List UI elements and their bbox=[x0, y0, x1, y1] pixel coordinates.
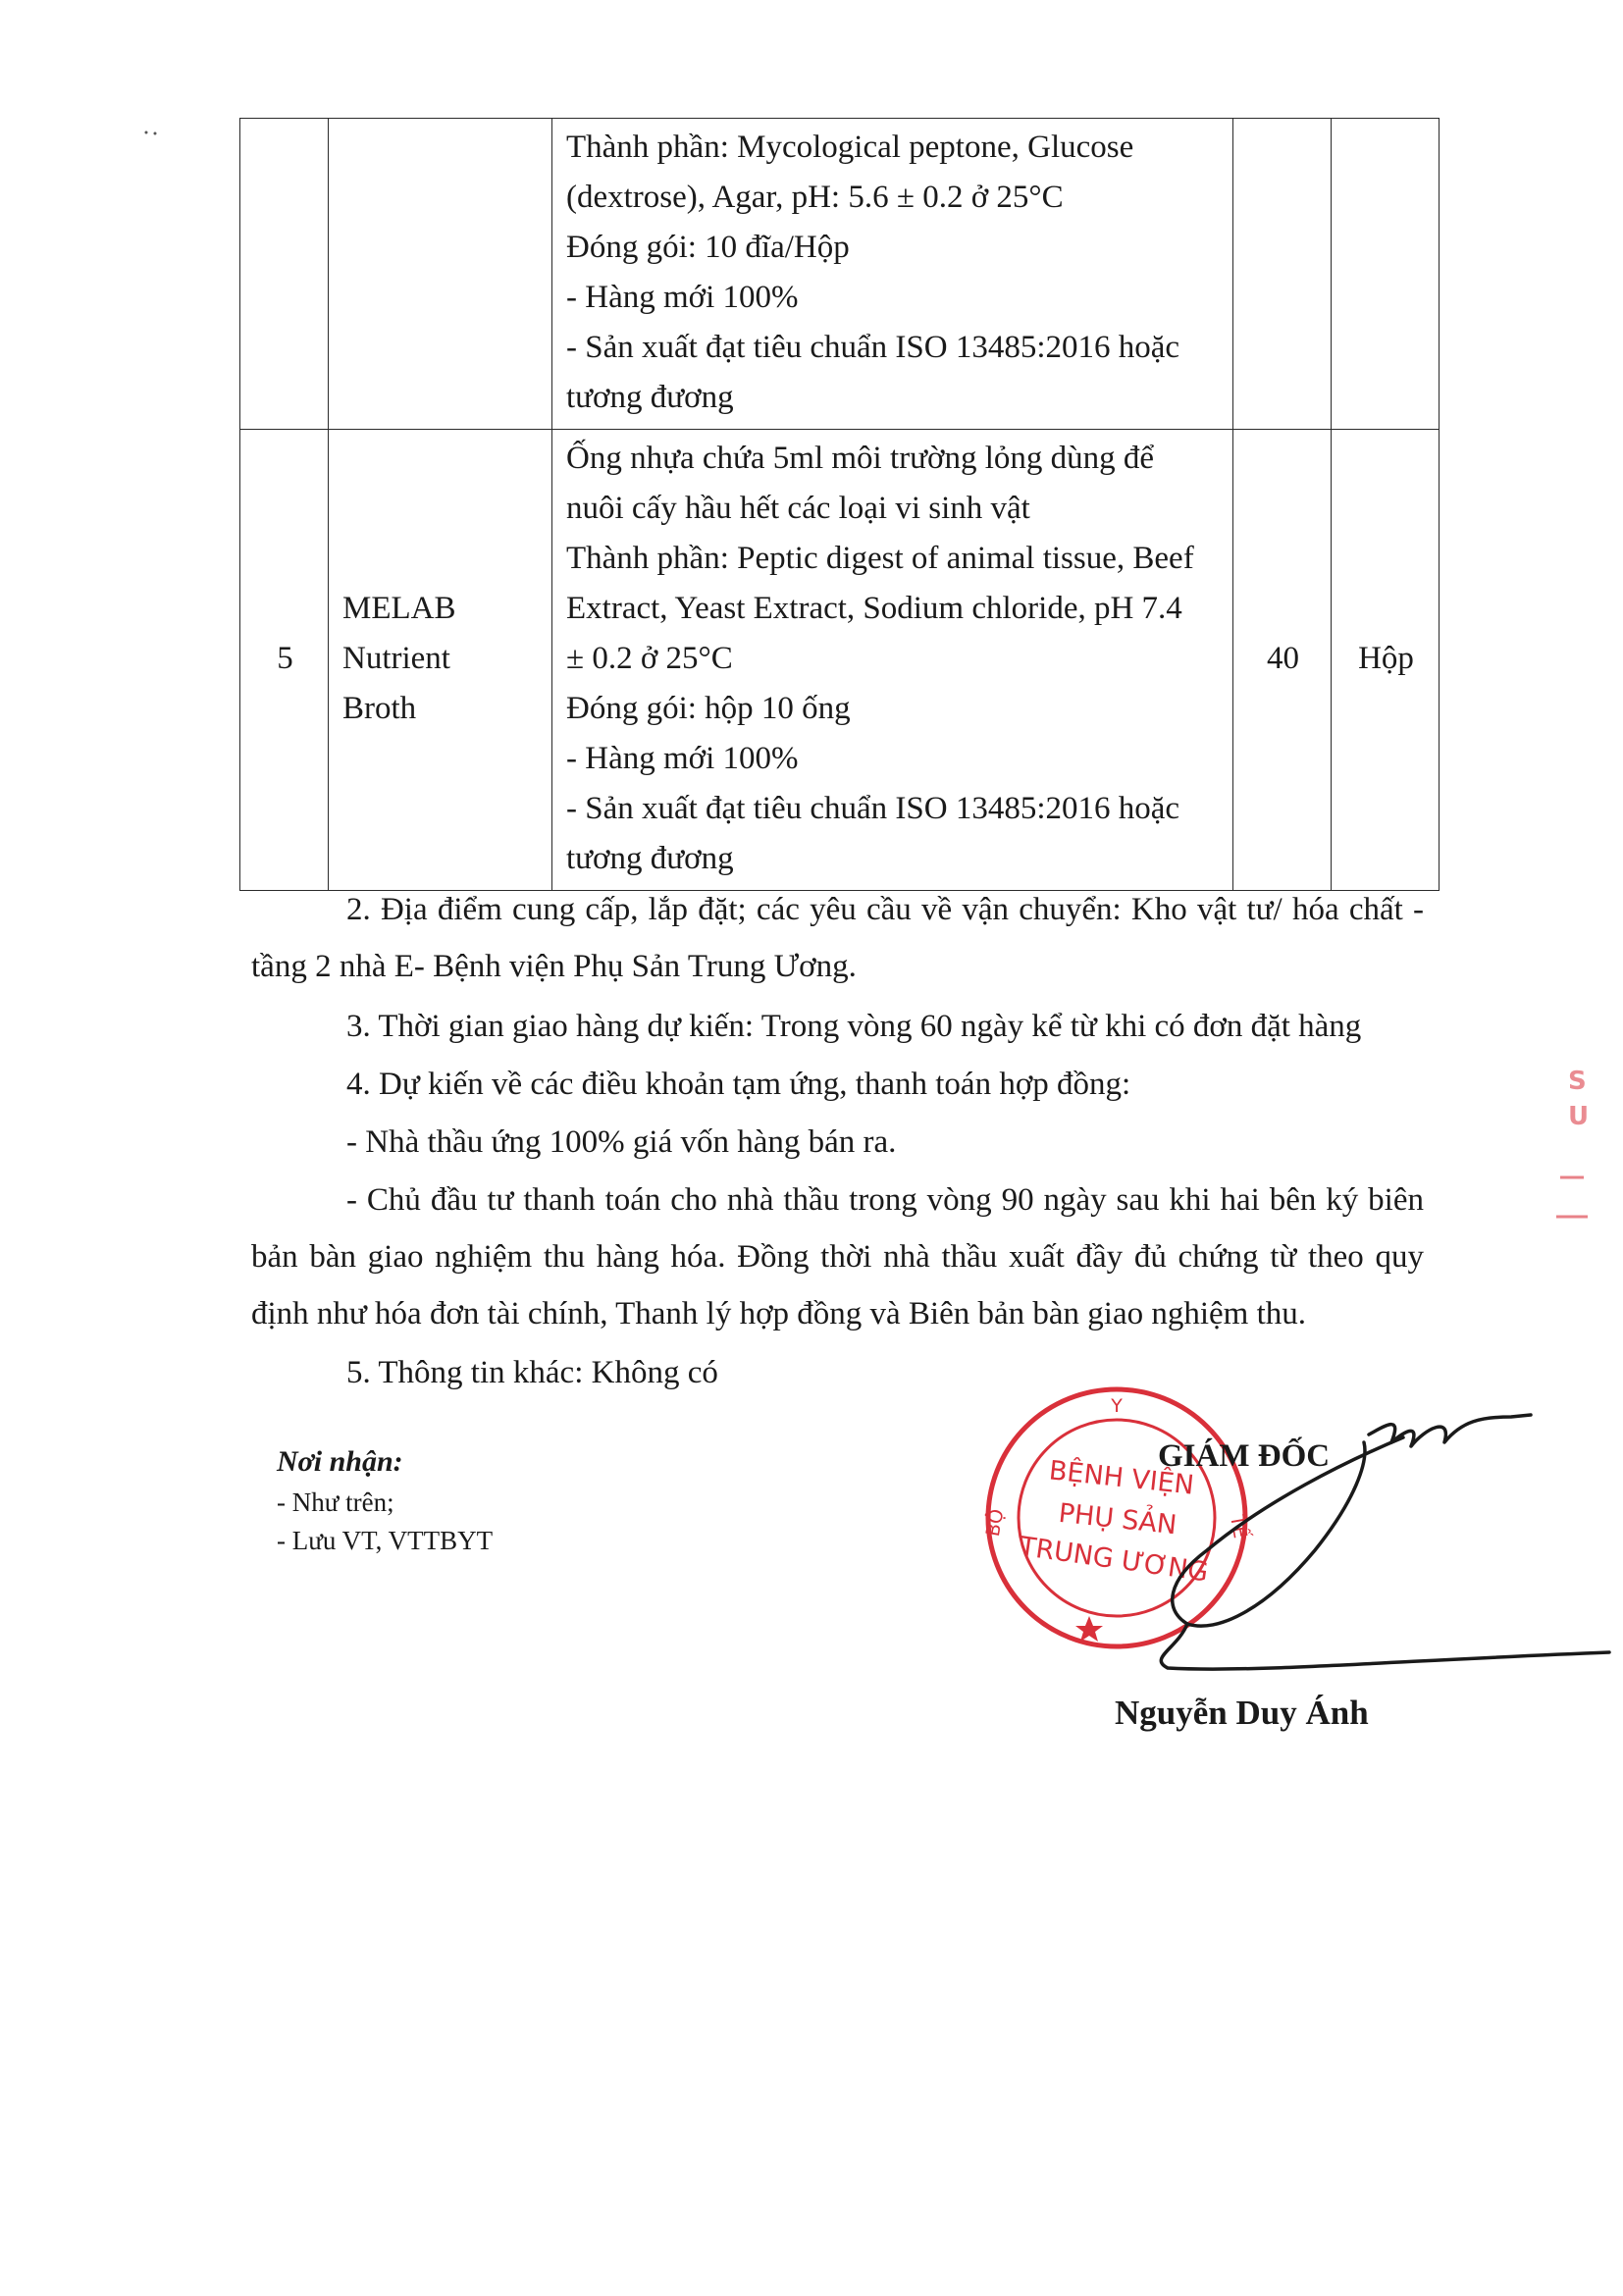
signer-title: GIÁM ĐỐC bbox=[1158, 1438, 1331, 1474]
margin-bleed-marks bbox=[1550, 883, 1599, 1236]
spec-table bbox=[239, 118, 1440, 891]
cell-quantity bbox=[1233, 119, 1332, 430]
desc-line: Đóng gói: 10 đĩa/Hộp bbox=[566, 230, 850, 265]
section-4b-payment: - Chủ đầu tư thanh toán cho nhà thầu trong vòng 90 ngày sau khi hai bên ký biên bản bàn giao nghiệm thu hàng hóa. Đồng thời nhà thầu xuất đầy đủ chứng từ theo quy định như hóa đơn tài chính, Thanh lý hợp đồng và Biên bản bàn giao nghiệm thu. bbox=[251, 1182, 1424, 1331]
cell-description bbox=[552, 430, 1233, 891]
desc-line: Thành phần: Peptic digest of animal tissue, Beef bbox=[566, 541, 1194, 576]
desc-line: Thành phần: Mycological peptone, Glucose bbox=[566, 130, 1134, 165]
desc-line: - Sản xuất đạt tiêu chuẩn ISO 13485:2016 hoặc bbox=[566, 791, 1180, 826]
recipient-item: - Như trên; bbox=[277, 1487, 394, 1517]
scan-speckle bbox=[143, 128, 163, 137]
product-name-line: Nutrient bbox=[342, 641, 450, 676]
desc-line: - Hàng mới 100% bbox=[566, 741, 799, 776]
desc-line: tương đương bbox=[566, 841, 734, 876]
svg-text:PHỤ SẢN: PHỤ SẢN bbox=[1057, 1497, 1178, 1541]
cell-unit bbox=[1332, 119, 1440, 430]
section-3-delivery-time: 3. Thời gian giao hàng dự kiến: Trong vòng 60 ngày kể từ khi có đơn đặt hàng bbox=[346, 1009, 1362, 1044]
director-signature bbox=[1109, 1403, 1619, 1688]
cell-name bbox=[329, 119, 552, 430]
signer-name: Nguyễn Duy Ánh bbox=[1115, 1694, 1369, 1732]
svg-text:U: U bbox=[1568, 1102, 1590, 1131]
desc-line: Extract, Yeast Extract, Sodium chloride, pH 7.4 bbox=[566, 591, 1182, 626]
cell-index: 5 bbox=[240, 430, 329, 891]
svg-text:Y: Y bbox=[1111, 1395, 1123, 1417]
svg-text:TRUNG ƯƠNG: TRUNG ƯƠNG bbox=[1018, 1531, 1211, 1589]
section-4a-advance: - Nhà thầu ứng 100% giá vốn hàng bán ra. bbox=[346, 1124, 897, 1160]
desc-line: ± 0.2 ở 25°C bbox=[566, 641, 733, 676]
svg-text:S: S bbox=[1568, 1067, 1587, 1096]
cell-description bbox=[552, 119, 1233, 430]
table-row bbox=[240, 430, 1440, 891]
recipient-item: - Lưu VT, VTTBYT bbox=[277, 1526, 494, 1555]
cell-index bbox=[240, 119, 329, 430]
cell-unit: Hộp bbox=[1332, 430, 1440, 891]
svg-text:TẾ: TẾ bbox=[1226, 1513, 1251, 1540]
cell-name bbox=[329, 430, 552, 891]
product-name-line: MELAB bbox=[342, 591, 456, 626]
svg-text:BỆNH VIỆN: BỆNH VIỆN bbox=[1047, 1455, 1196, 1501]
desc-line: Đóng gói: hộp 10 ống bbox=[566, 691, 851, 726]
recipients-block bbox=[277, 1440, 493, 1560]
desc-line: - Hàng mới 100% bbox=[566, 280, 799, 315]
section-5-other-info: 5. Thông tin khác: Không có bbox=[346, 1355, 718, 1390]
section-2-delivery-location: 2. Địa điểm cung cấp, lắp đặt; các yêu cầu về vận chuyển: Kho vật tư/ hóa chất - tầng 2 nhà E- Bệnh viện Phụ Sản Trung Ương. bbox=[251, 892, 1424, 984]
desc-line: nuôi cấy hầu hết các loại vi sinh vật bbox=[566, 491, 1030, 526]
section-4-payment-terms: 4. Dự kiến về các điều khoản tạm ứng, thanh toán hợp đồng: bbox=[346, 1067, 1131, 1102]
svg-text:BỘ: BỘ bbox=[981, 1507, 1009, 1539]
desc-line: Ống nhựa chứa 5ml môi trường lỏng dùng để bbox=[566, 441, 1155, 476]
desc-line: - Sản xuất đạt tiêu chuẩn ISO 13485:2016 hoặc bbox=[566, 330, 1180, 365]
cell-quantity: 40 bbox=[1233, 430, 1332, 891]
desc-line: tương đương bbox=[566, 380, 734, 415]
product-name-line: Broth bbox=[342, 691, 417, 726]
table-row bbox=[240, 119, 1440, 430]
desc-line: (dextrose), Agar, pH: 5.6 ± 0.2 ở 25°C bbox=[566, 180, 1064, 215]
recipients-title: Nơi nhận: bbox=[277, 1445, 403, 1478]
